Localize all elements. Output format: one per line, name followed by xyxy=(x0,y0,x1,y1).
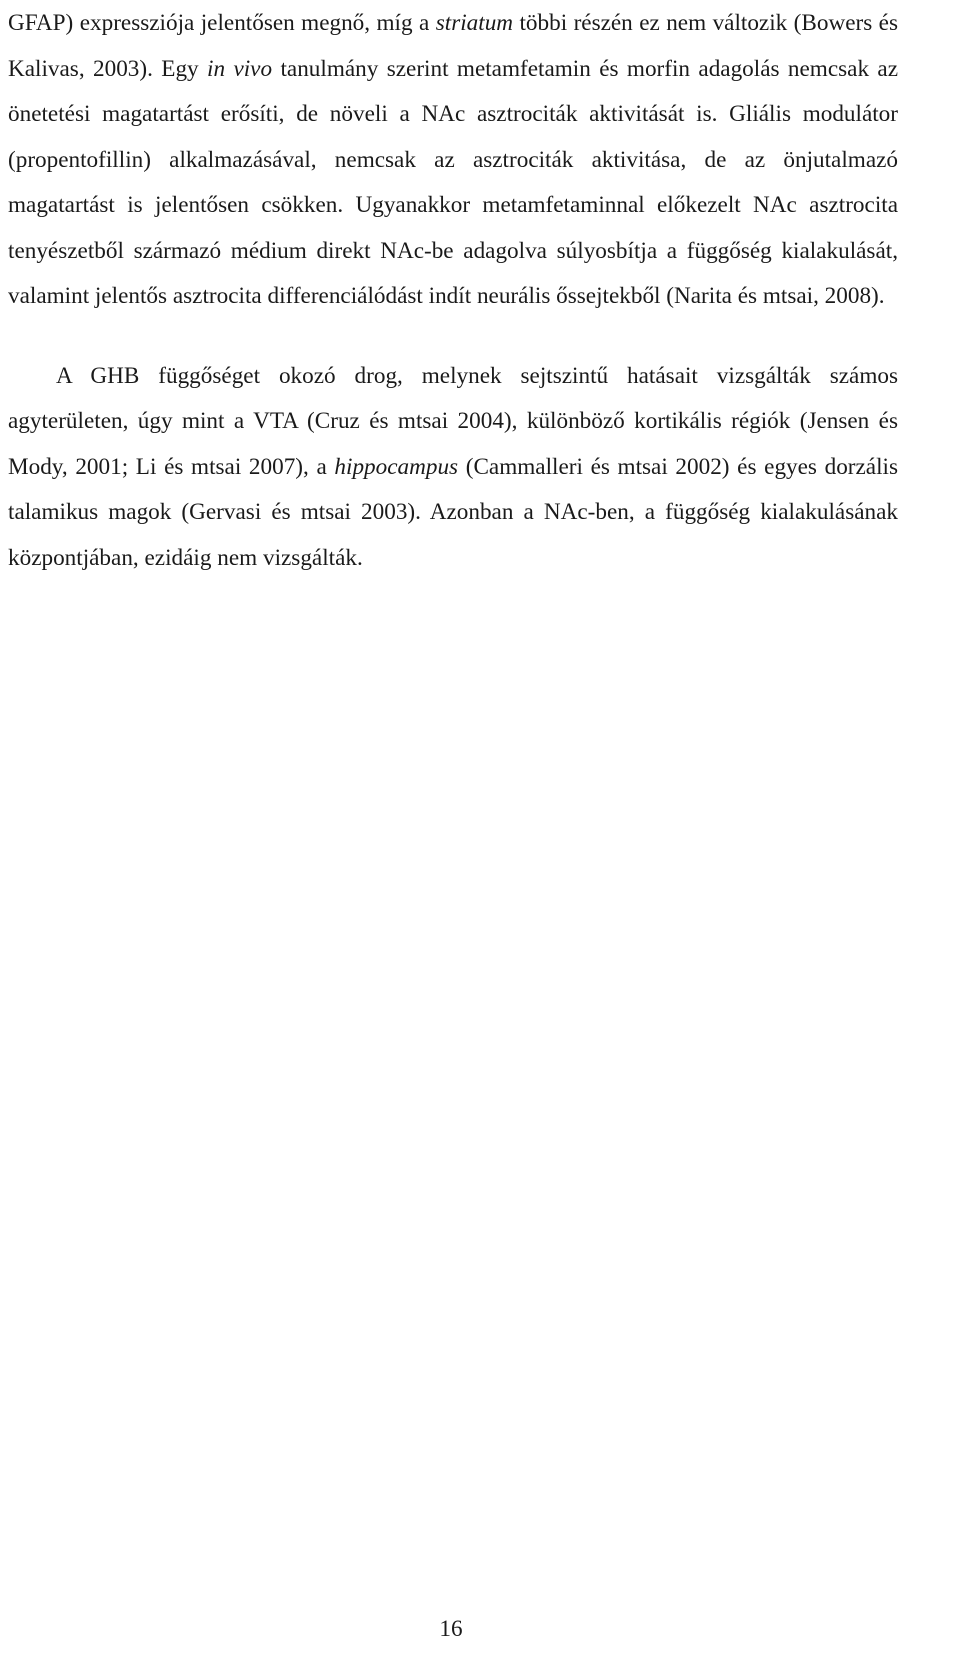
paragraph-1 xyxy=(8,1,898,320)
paragraph-1-italic-in-vivo: in vivo xyxy=(207,55,273,82)
paragraph-1-italic-striatum: striatum xyxy=(435,10,514,36)
paragraph-1-text-3: tanulmány szerint metamfetamin és morfin adagolás nemcsak az önetetési magatartást erősíti, de növeli a NAc asztrociták aktivitását is. Gliális modulátor (propentofillin) alkalmazásával, nemcsak az asztrociták aktivitása, de az önjutalmazó magatartást is jelentősen csökken. Ugyanakkor metamfetaminnal előkezelt NAc asztrocita tenyészetből származó médium direkt NAc-be adagolva súlyosbítja a függőség kialakulását, valamint jelentős asztrocita differenciálódást indít neurális őssejtekből (Narita és mtsai, 2008). xyxy=(8,55,899,309)
paragraph-1-text-2: többi részén ez nem változik (Bowers és Kalivas, 2003). Egy xyxy=(8,10,898,82)
page-number: 16 xyxy=(439,1616,463,1642)
paragraph-2-text-2: (Cammalleri és mtsai 2002) és egyes dorzális talamikus magok (Gervasi és mtsai 2003). Azonban a NAc-ben, a függőség kialakulásának központjában, ezidáig nem vizsgálták. xyxy=(8,453,898,571)
paragraph-2 xyxy=(8,354,898,582)
paragraph-2-text-1: A GHB függőséget okozó drog, melynek sejtszintű hatásait vizsgálták számos agyterületen, úgy mint a VTA (Cruz és mtsai 2004), különböző kortikális régiók (Jensen és Mody, 2001; Li és mtsai 2007), a xyxy=(8,362,898,480)
document-page xyxy=(8,0,898,581)
paragraph-2-italic-hippocampus: hippocampus xyxy=(334,453,459,480)
paragraph-1-text-1: GFAP) expressziója jelentősen megnő, míg a xyxy=(8,10,436,36)
